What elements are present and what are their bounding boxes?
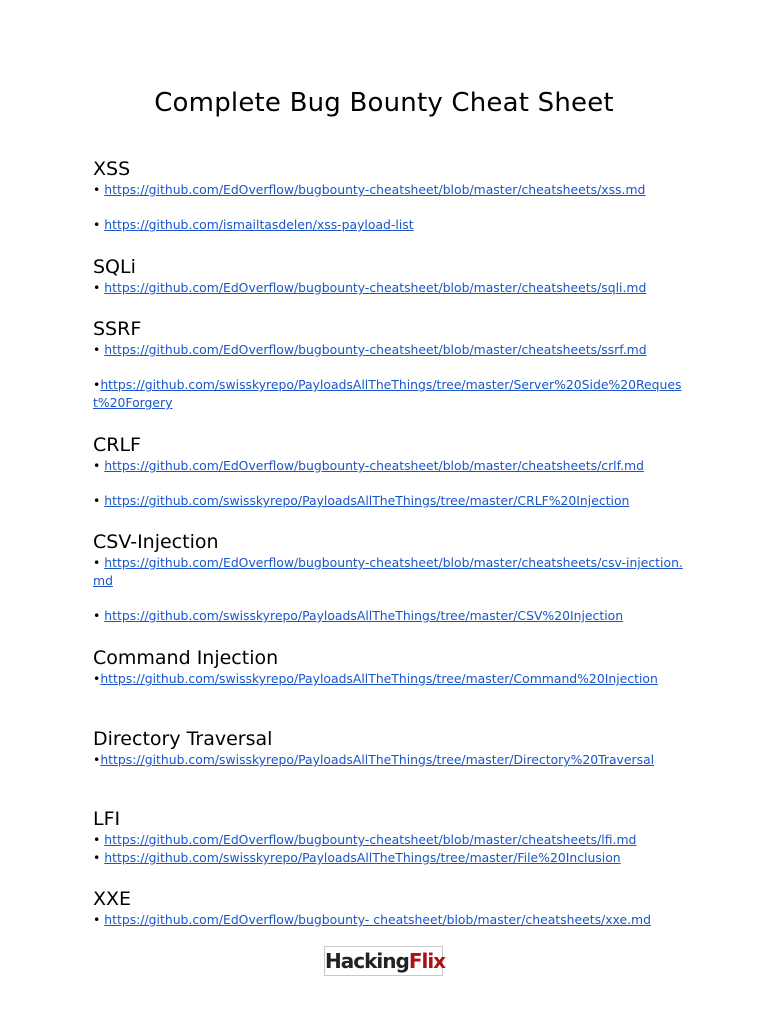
logo-text-part2: Flix: [408, 949, 446, 973]
section-heading: Command Injection: [93, 647, 279, 669]
link[interactable]: https://github.com/swisskyrepo/PayloadsAllTheThings/tree/master/CRLF%20Injection: [104, 493, 630, 508]
list-item: [93, 341, 683, 359]
link[interactable]: https://github.com/swisskyrepo/PayloadsAllTheThings/tree/master/Directory%20Traversal: [100, 752, 655, 767]
bullet: •: [93, 912, 101, 927]
bullet: •: [93, 850, 101, 865]
section-heading: CSV-Injection: [93, 531, 219, 553]
section-xss: [93, 157, 683, 234]
link[interactable]: https://github.com/EdOverflow/bugbounty-cheatsheet/blob/master/cheatsheets/ssrf.md: [104, 342, 647, 357]
list-item: [93, 670, 683, 688]
link[interactable]: https://github.com/EdOverflow/bugbounty-cheatsheet/blob/master/cheatsheets/crlf.md: [104, 458, 644, 473]
section-heading: XXE: [93, 888, 132, 910]
section-crlf: [93, 433, 683, 510]
list-item: [93, 911, 683, 929]
list-item: [93, 457, 683, 475]
link[interactable]: https://github.com/EdOverflow/bugbounty-cheatsheet/blob/master/cheatsheets/sqli.md: [104, 280, 647, 295]
list-item: [93, 492, 683, 510]
list-item: [93, 607, 683, 625]
list-item: [93, 849, 683, 867]
bullet: •: [93, 752, 101, 767]
link[interactable]: https://github.com/EdOverflow/bugbounty- cheatsheet/blob/master/cheatsheets/xxe.md: [104, 912, 651, 927]
link[interactable]: https://github.com/EdOverflow/bugbounty-cheatsheet/blob/master/cheatsheets/xss.md: [104, 182, 646, 197]
link[interactable]: https://github.com/EdOverflow/bugbounty-cheatsheet/blob/master/cheatsheets/csv-injection.md: [93, 555, 683, 588]
section-ssrf: [93, 317, 683, 412]
link[interactable]: https://github.com/EdOverflow/bugbounty-cheatsheet/blob/master/cheatsheets/lfi.md: [104, 832, 637, 847]
list-item: [93, 831, 683, 849]
bullet: •: [93, 493, 101, 508]
section-heading: LFI: [93, 808, 121, 830]
page-title: Complete Bug Bounty Cheat Sheet: [154, 88, 614, 118]
section-lfi: [93, 807, 683, 867]
list-item: [93, 216, 683, 234]
list-item: [93, 554, 683, 590]
section-heading: XSS: [93, 158, 131, 180]
hackingflix-logo: [324, 946, 446, 976]
section-csv-injection: [93, 530, 683, 625]
link[interactable]: https://github.com/swisskyrepo/PayloadsAllTheThings/tree/master/Server%20Side%20Request%20Forgery: [93, 377, 682, 410]
bullet: •: [93, 377, 101, 392]
section-command-injection: [93, 646, 683, 688]
bullet: •: [93, 671, 101, 686]
list-item: [93, 376, 683, 412]
bullet: •: [93, 280, 101, 295]
section-heading: SSRF: [93, 318, 142, 340]
bullet: •: [93, 555, 101, 570]
link[interactable]: https://github.com/ismailtasdelen/xss-payload-list: [104, 217, 414, 232]
bullet: •: [93, 458, 101, 473]
logo-text-part1: Hacking: [325, 949, 409, 973]
section-heading: SQLi: [93, 256, 136, 278]
list-item: [93, 279, 683, 297]
link[interactable]: https://github.com/swisskyrepo/PayloadsAllTheThings/tree/master/Command%20Injection: [100, 671, 658, 686]
section-sqli: [93, 255, 683, 297]
list-item: [93, 751, 683, 769]
list-item: [93, 181, 683, 199]
section-directory-traversal: [93, 727, 683, 769]
section-xxe: [93, 887, 683, 929]
bullet: •: [93, 217, 101, 232]
bullet: •: [93, 342, 101, 357]
bullet: •: [93, 182, 101, 197]
link[interactable]: https://github.com/swisskyrepo/PayloadsAllTheThings/tree/master/File%20Inclusion: [104, 850, 621, 865]
bullet: •: [93, 608, 101, 623]
section-heading: Directory Traversal: [93, 728, 273, 750]
section-heading: CRLF: [93, 434, 141, 456]
bullet: •: [93, 832, 101, 847]
link[interactable]: https://github.com/swisskyrepo/PayloadsAllTheThings/tree/master/CSV%20Injection: [104, 608, 624, 623]
